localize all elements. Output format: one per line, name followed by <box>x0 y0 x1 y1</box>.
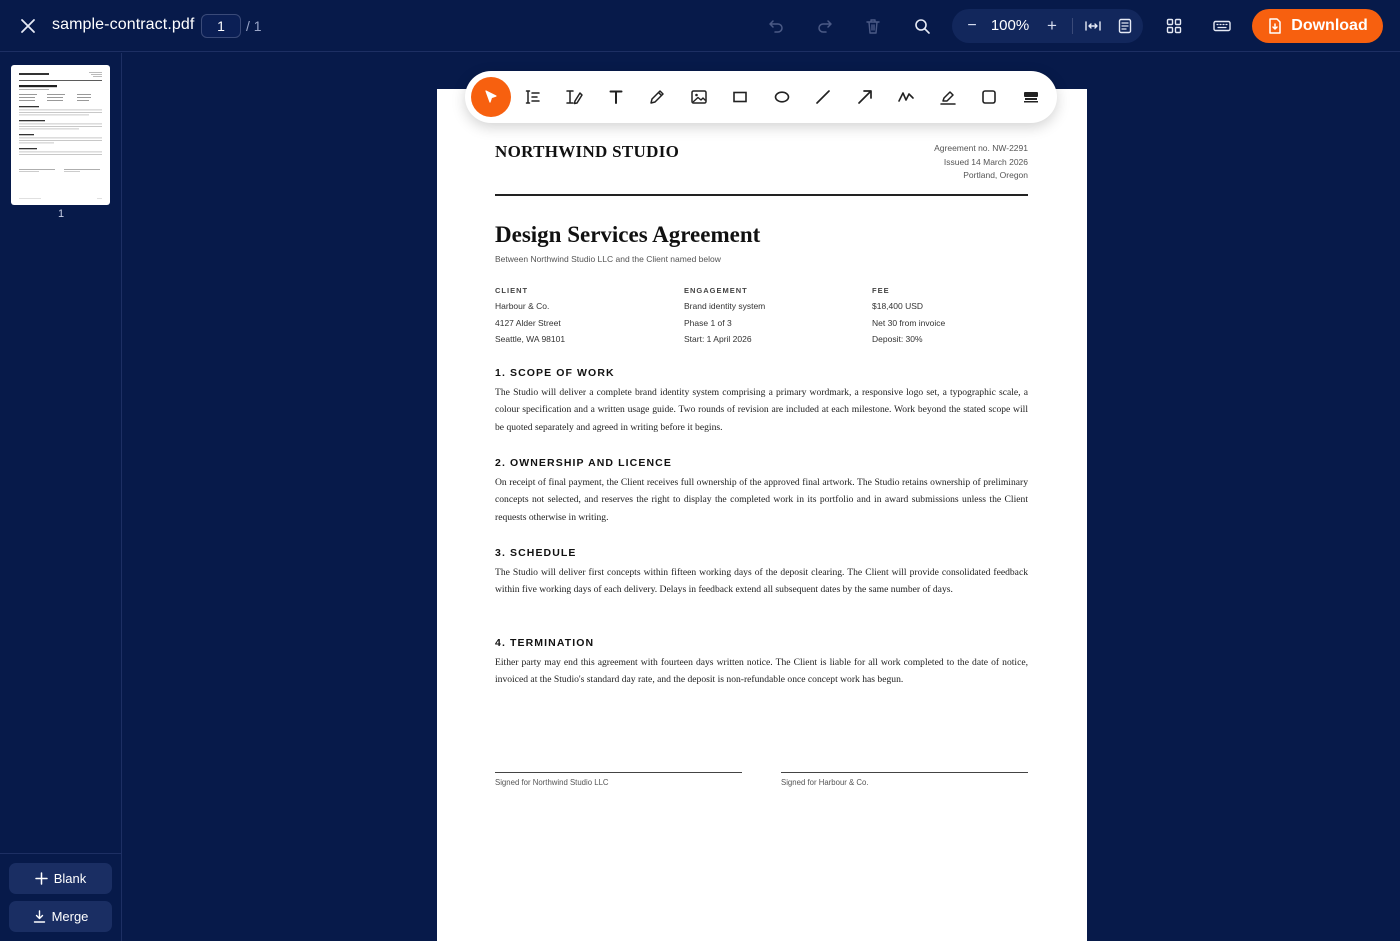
info-line: Seattle, WA 98101 <box>495 334 566 344</box>
sidebar-divider <box>0 853 122 854</box>
search-button[interactable] <box>910 14 934 38</box>
search-icon <box>913 17 931 35</box>
page-sidebar <box>0 53 122 941</box>
info-label: ENGAGEMENT <box>684 286 748 295</box>
client-info <box>495 286 665 348</box>
highlight-tool[interactable] <box>928 77 968 117</box>
info-line: $18,400 USD <box>872 301 924 311</box>
fee-info <box>872 286 1042 348</box>
redo-icon <box>816 17 834 35</box>
info-line: Brand identity system <box>684 301 766 311</box>
merge-download-icon <box>33 910 46 923</box>
page-number-input[interactable] <box>201 14 241 38</box>
header-rule <box>495 194 1028 196</box>
download-icon <box>1267 17 1283 35</box>
top-bar <box>0 0 1400 52</box>
line-icon <box>814 88 832 106</box>
rectangle-tool[interactable] <box>720 77 760 117</box>
square-icon <box>980 88 998 106</box>
zoom-divider <box>1072 18 1073 34</box>
arrow-icon <box>856 88 874 106</box>
text-tool[interactable] <box>596 77 636 117</box>
document-title: Design Services Agreement <box>495 222 761 247</box>
info-line: Net 30 from invoice <box>872 317 946 328</box>
info-label: FEE <box>872 286 890 295</box>
freehand-tool[interactable] <box>886 77 926 117</box>
rectangle-icon <box>731 88 749 106</box>
section-body: The Studio will deliver a complete brand identity system comprising a primary wordmark, a responsive logo set, a typographic scale, a colour specification and a written usage guide. Two rounds of revision are included at each milestone. Work beyond the stated scope will be quoted separately and agreed in writing before it begins. <box>495 387 1028 433</box>
section-heading: 1. SCOPE OF WORK <box>495 367 615 379</box>
info-line: Harbour & Co. <box>495 301 550 311</box>
thumbnail-page-number: 1 <box>57 208 65 220</box>
section-heading: 4. TERMINATION <box>495 637 595 649</box>
image-tool[interactable] <box>679 77 719 117</box>
close-button[interactable] <box>14 12 42 40</box>
zoom-out-button[interactable]: − <box>967 17 977 34</box>
signature-line <box>495 772 742 773</box>
info-label: CLIENT <box>495 286 529 295</box>
document-subtitle: Between Northwind Studio LLC and the Client named below <box>495 254 721 264</box>
line-tool[interactable] <box>803 77 843 117</box>
blank-button-label: Blank <box>53 871 87 886</box>
signature-label: Signed for Northwind Studio LLC <box>495 778 609 787</box>
freehand-icon <box>897 88 915 106</box>
section-body: The Studio will deliver first concepts within fifteen working days of the deposit clearing. The Client will provide consolidated feedback within five working days of each delivery. Delays in feedback extend all subsequent dates by the same number of days. <box>495 567 1028 596</box>
stamp-tool[interactable] <box>1011 77 1051 117</box>
agreement-number: Agreement no. NW-2291 <box>934 143 1028 153</box>
arrow-tool[interactable] <box>845 77 885 117</box>
info-line: 4127 Alder Street <box>495 317 561 328</box>
text-icon <box>608 89 624 105</box>
text-format-tool[interactable] <box>513 77 553 117</box>
download-button[interactable] <box>1252 9 1383 43</box>
fit-width-icon <box>1084 17 1102 35</box>
info-line: Deposit: 30% <box>872 334 923 344</box>
cursor-icon <box>482 88 500 106</box>
plus-icon <box>35 872 48 885</box>
ellipse-icon <box>773 88 791 106</box>
stamp-icon <box>1022 88 1040 106</box>
pen-icon <box>648 88 666 106</box>
keyboard-icon <box>1212 17 1232 35</box>
page-thumbnail-preview <box>11 65 110 205</box>
zoom-in-button[interactable]: + <box>1047 16 1057 35</box>
add-blank-page-button[interactable] <box>9 863 112 894</box>
annotation-toolbar <box>465 71 1057 123</box>
delete-button[interactable] <box>861 14 885 38</box>
info-line: Phase 1 of 3 <box>684 317 732 328</box>
highlighter-icon <box>939 88 957 106</box>
zoom-controls <box>952 9 1143 43</box>
section-body: On receipt of final payment, the Client receives full ownership of the approved final artwork. The Studio retains ownership of preliminary concepts not selected, and reserves the right to display the completed work in its portfolio and in award submissions unless the Client requests otherwise in writing. <box>495 477 1028 523</box>
engagement-info <box>684 286 854 348</box>
page-thumbnail[interactable] <box>11 65 110 205</box>
issue-date: Issued 14 March 2026 <box>943 156 1028 167</box>
signature-icon <box>565 88 585 106</box>
pen-tool[interactable] <box>637 77 677 117</box>
keyboard-shortcuts-button[interactable] <box>1210 14 1234 38</box>
fit-width-button[interactable] <box>1081 14 1105 38</box>
redo-button[interactable] <box>813 14 837 38</box>
text-format-icon <box>524 88 542 106</box>
close-icon <box>19 17 37 35</box>
signature-line <box>781 772 1028 773</box>
section-heading: 2. OWNERSHIP AND LICENCE <box>495 457 672 469</box>
zoom-level: 100% <box>990 17 1030 34</box>
document-page[interactable] <box>437 89 1087 941</box>
location: Portland, Oregon <box>963 170 1028 180</box>
undo-icon <box>767 17 785 35</box>
image-icon <box>690 88 708 106</box>
trash-icon <box>864 17 882 35</box>
document-icon <box>1116 17 1134 35</box>
section-heading: 3. SCHEDULE <box>495 547 577 559</box>
merge-button[interactable] <box>9 901 112 932</box>
info-line: Start: 1 April 2026 <box>684 334 752 344</box>
sign-tool[interactable] <box>555 77 595 117</box>
signature-label: Signed for Harbour & Co. <box>781 778 869 787</box>
agreement-meta <box>934 142 1028 183</box>
select-tool[interactable] <box>471 77 511 117</box>
studio-brand: NORTHWIND STUDIO <box>495 142 680 161</box>
page-total: / 1 <box>246 18 262 34</box>
undo-button[interactable] <box>764 14 788 38</box>
file-name: sample-contract.pdf <box>52 16 195 33</box>
section-body: Either party may end this agreement with fourteen days written notice. The Client is liable for all work completed to the date of notice, invoiced at the Studio's standard day rate, and the deposit is non-refundable once concept work has begun. <box>495 657 1028 686</box>
download-label: Download <box>1291 17 1368 34</box>
ellipse-tool[interactable] <box>762 77 802 117</box>
single-page-button[interactable] <box>1113 14 1137 38</box>
square-tool[interactable] <box>969 77 1009 117</box>
merge-button-label: Merge <box>51 909 89 924</box>
grid-view-button[interactable] <box>1162 14 1186 38</box>
grid-icon <box>1165 17 1183 35</box>
